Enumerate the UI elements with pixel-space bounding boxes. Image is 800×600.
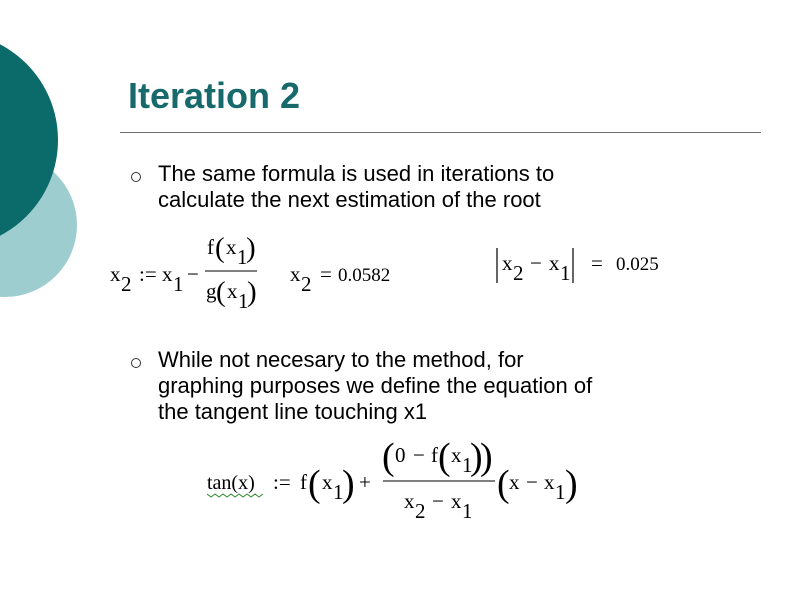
eq4-rparen: ) bbox=[342, 463, 355, 505]
eq4-sub: 1 bbox=[333, 480, 344, 504]
bullet-2-line-3: the tangent line touching x1 bbox=[158, 399, 428, 424]
eq1-den-func: g bbox=[206, 279, 217, 303]
eq4-lparen: ( bbox=[308, 463, 321, 505]
spellcheck-underline bbox=[207, 494, 263, 497]
eq4-factor-rparen: ) bbox=[565, 463, 578, 505]
eq4-num-zero: 0 bbox=[395, 443, 406, 467]
eq4-num-lparen-outer: ( bbox=[382, 436, 395, 478]
eq1-lhs-var: x bbox=[110, 262, 121, 286]
eq3-var-a: x bbox=[502, 251, 513, 275]
bullet-1-line-1: The same formula is used in iterations to bbox=[158, 161, 555, 186]
eq1-num-sub: 1 bbox=[237, 245, 248, 269]
equation-abs-error bbox=[497, 248, 659, 285]
bullet-1-line-2: calculate the next estimation of the root bbox=[158, 187, 541, 212]
eq3-sub-a: 2 bbox=[513, 261, 524, 285]
eq4-num-rparen-inner: ) bbox=[470, 436, 483, 478]
eq3-value: 0.025 bbox=[616, 254, 659, 275]
eq4-func: f bbox=[300, 470, 307, 494]
eq4-factor-lparen: ( bbox=[497, 463, 510, 505]
eq4-num-func: f bbox=[431, 443, 438, 467]
equation-x2-result bbox=[290, 262, 390, 296]
slide-title: Iteration 2 bbox=[128, 75, 301, 116]
eq4-den-sub-b: 1 bbox=[462, 499, 473, 523]
eq4-var: x bbox=[322, 470, 333, 494]
eq4-factor-sub: 1 bbox=[555, 480, 566, 504]
eq3-minus: − bbox=[530, 251, 542, 275]
eq3-equals: = bbox=[591, 251, 603, 275]
eq2-value: 0.0582 bbox=[338, 265, 391, 286]
equation-tangent bbox=[207, 436, 578, 523]
eq1-assign: := bbox=[139, 262, 157, 286]
eq1-den-lparen: ( bbox=[216, 276, 226, 308]
eq1-den-rparen: ) bbox=[247, 276, 257, 308]
eq1-den-var: x bbox=[227, 279, 238, 303]
eq4-lhs: tan(x) bbox=[207, 472, 255, 494]
eq4-num-sub: 1 bbox=[462, 453, 473, 477]
eq4-assign: := bbox=[273, 470, 291, 494]
eq1-num-func: f bbox=[207, 235, 214, 259]
eq4-den-minus: − bbox=[432, 489, 444, 513]
eq1-rhs-sub: 1 bbox=[173, 272, 184, 296]
eq4-den-sub-a: 2 bbox=[415, 499, 426, 523]
eq3-var-b: x bbox=[549, 251, 560, 275]
bullet-2-line-1: While not necesary to the method, for bbox=[158, 347, 524, 372]
eq4-factor-var: x bbox=[509, 470, 520, 494]
eq4-num-rparen-outer: ) bbox=[480, 436, 493, 478]
eq4-den-var-b: x bbox=[451, 489, 462, 513]
eq2-equals: = bbox=[320, 262, 332, 286]
eq1-minus: − bbox=[187, 262, 199, 286]
eq4-factor-var2: x bbox=[544, 470, 555, 494]
eq1-num-lparen: ( bbox=[215, 232, 225, 264]
eq1-den-sub: 1 bbox=[238, 289, 249, 313]
eq4-num-minus: − bbox=[413, 443, 425, 467]
equation-newton-step bbox=[110, 232, 257, 313]
eq4-den-var-a: x bbox=[404, 489, 415, 513]
eq4-num-var: x bbox=[451, 443, 462, 467]
eq1-lhs-sub: 2 bbox=[121, 272, 132, 296]
eq2-sub: 2 bbox=[301, 272, 312, 296]
eq1-num-rparen: ) bbox=[246, 232, 256, 264]
eq4-plus: + bbox=[359, 470, 371, 494]
bullet-2-line-2: graphing purposes we define the equation of bbox=[158, 373, 593, 398]
eq1-rhs-var: x bbox=[162, 262, 173, 286]
eq4-factor-minus: − bbox=[526, 470, 538, 494]
eq1-num-var: x bbox=[226, 235, 237, 259]
eq2-var: x bbox=[290, 262, 301, 286]
eq4-num-lparen-inner: ( bbox=[438, 436, 451, 478]
eq3-sub-b: 1 bbox=[560, 261, 571, 285]
